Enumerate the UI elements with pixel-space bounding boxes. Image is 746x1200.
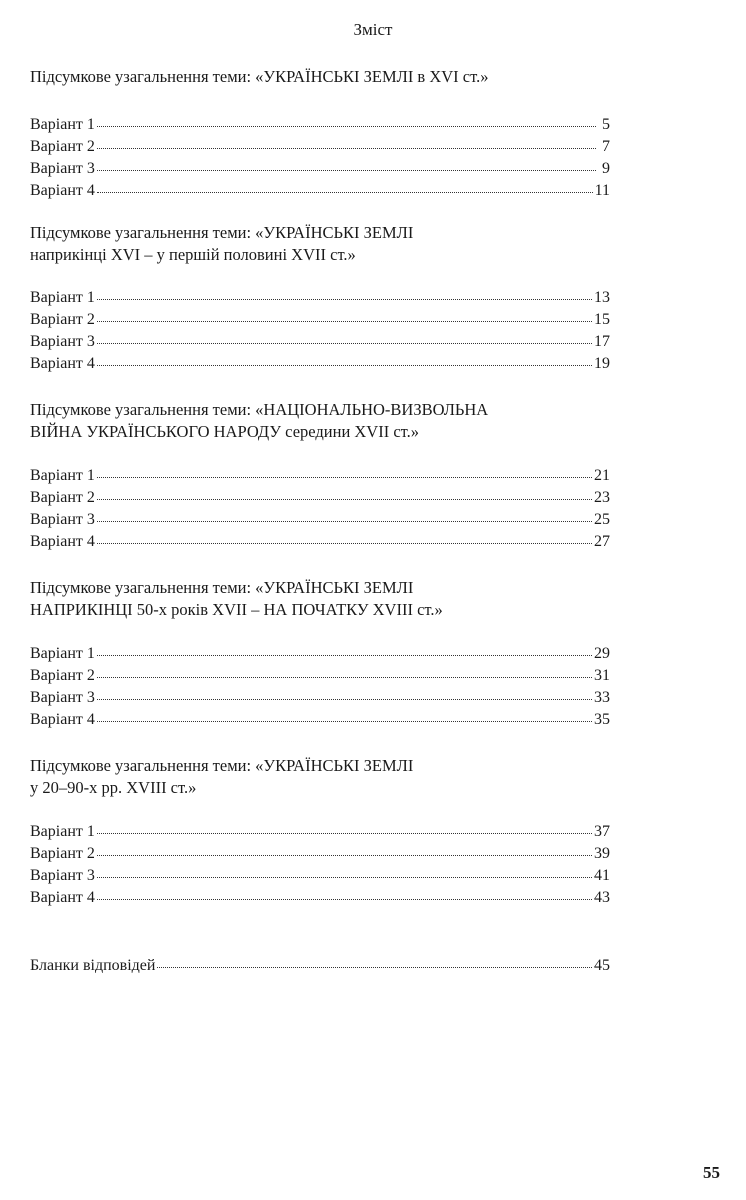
toc-entry-page: 15	[594, 311, 610, 328]
dot-leader	[97, 485, 592, 500]
dot-leader	[97, 707, 592, 722]
toc-entry-page: 11	[594, 182, 610, 199]
toc-entry-label: Варіант 1	[30, 823, 95, 840]
dot-leader	[97, 841, 592, 856]
section-title-5	[30, 755, 590, 799]
section-title-line: ВІЙНА УКРАЇНСЬКОГО НАРОДУ середини XVII ст.»	[30, 422, 420, 441]
dot-leader	[97, 663, 592, 678]
section-title-3	[30, 399, 590, 443]
toc-entry-page: 39	[594, 845, 610, 862]
toc-entry[interactable]	[30, 136, 610, 156]
toc-entry-page: 25	[594, 511, 610, 528]
section-title-1	[30, 66, 590, 88]
toc-entry[interactable]	[30, 643, 610, 663]
toc-entry-label: Варіант 3	[30, 511, 95, 528]
dot-leader	[97, 885, 592, 900]
toc-entry[interactable]	[30, 309, 610, 329]
toc-entry-answer-sheets[interactable]	[30, 955, 610, 975]
toc-entry-label: Варіант 2	[30, 311, 95, 328]
dot-leader	[97, 819, 592, 834]
toc-entry[interactable]	[30, 353, 610, 373]
toc-entry-label: Варіант 2	[30, 845, 95, 862]
dot-leader	[97, 463, 592, 478]
dot-leader	[97, 863, 592, 878]
toc-entry-label: Варіант 1	[30, 289, 95, 306]
section-title-line: Підсумкове узагальнення теми: «НАЦІОНАЛЬНО-ВИЗВОЛЬНА	[30, 400, 489, 419]
toc-entry[interactable]	[30, 487, 610, 507]
section-title-line: наприкінці XVI – у першій половині XVII ст.»	[30, 245, 356, 264]
dot-leader	[97, 112, 596, 127]
page-number: 55	[703, 1163, 720, 1182]
dot-leader	[97, 156, 596, 171]
toc-entry[interactable]	[30, 665, 610, 685]
section-title-line: Підсумкове узагальнення теми: «УКРАЇНСЬКІ ЗЕМЛІ	[30, 223, 414, 242]
section-title-4	[30, 577, 590, 621]
toc-entry-page: 23	[594, 489, 610, 506]
toc-entry-page: 13	[594, 289, 610, 306]
toc-entry-label: Варіант 4	[30, 533, 95, 550]
dot-leader	[97, 351, 592, 366]
toc-entry-page: 35	[594, 711, 610, 728]
toc-entry[interactable]	[30, 821, 610, 841]
toc-entry-label: Варіант 1	[30, 467, 95, 484]
toc-entry-page: 29	[594, 645, 610, 662]
section-title-line: у 20–90-х рр. XVIII ст.»	[30, 778, 197, 797]
toc-entry-page: 27	[594, 533, 610, 550]
toc-entry[interactable]	[30, 509, 610, 529]
toc-entry-page: 21	[594, 467, 610, 484]
toc-entry-page: 45	[594, 957, 610, 974]
section-title-2	[30, 222, 590, 266]
toc-entry[interactable]	[30, 114, 610, 134]
toc-entry[interactable]	[30, 865, 610, 885]
toc-entry-label: Варіант 2	[30, 489, 95, 506]
toc-entry-label: Варіант 3	[30, 160, 95, 177]
toc-entry[interactable]	[30, 887, 610, 907]
toc-entry[interactable]	[30, 287, 610, 307]
page-title: Зміст	[353, 20, 393, 39]
section-title-line: Підсумкове узагальнення теми: «УКРАЇНСЬКІ ЗЕМЛІ в XVI ст.»	[30, 67, 489, 86]
dot-leader	[97, 507, 592, 522]
toc-entry-label: Варіант 1	[30, 645, 95, 662]
toc-entry-page: 19	[594, 355, 610, 372]
toc-entry-page: 41	[594, 867, 610, 884]
dot-leader	[97, 285, 592, 300]
toc-entry-label: Варіант 1	[30, 116, 95, 133]
toc-entry[interactable]	[30, 465, 610, 485]
toc-entry-page: 17	[594, 333, 610, 350]
toc-entry-page: 7	[602, 138, 610, 155]
dot-leader	[97, 307, 592, 322]
section-title-line: Підсумкове узагальнення теми: «УКРАЇНСЬКІ ЗЕМЛІ	[30, 756, 414, 775]
toc-entry-page: 43	[594, 889, 610, 906]
toc-entry-page: 33	[594, 689, 610, 706]
toc-entry-label: Варіант 3	[30, 689, 95, 706]
section-title-line: НАПРИКІНЦІ 50-х років XVII – НА ПОЧАТКУ XVIII ст.»	[30, 600, 443, 619]
toc-entry-label: Варіант 4	[30, 889, 95, 906]
toc-entry-label: Варіант 4	[30, 711, 95, 728]
toc-entry-page: 37	[594, 823, 610, 840]
toc-entry-page: 9	[602, 160, 610, 177]
dot-leader	[157, 953, 592, 968]
dot-leader	[97, 329, 592, 344]
toc-entry-label: Варіант 4	[30, 355, 95, 372]
toc-entry[interactable]	[30, 158, 610, 178]
toc-entry[interactable]	[30, 531, 610, 551]
toc-entry-label: Варіант 4	[30, 182, 95, 199]
section-title-line: Підсумкове узагальнення теми: «УКРАЇНСЬКІ ЗЕМЛІ	[30, 578, 414, 597]
toc-entry-label: Варіант 3	[30, 333, 95, 350]
toc-entry-label: Варіант 2	[30, 667, 95, 684]
toc-entry-page: 31	[594, 667, 610, 684]
dot-leader	[97, 685, 592, 700]
dot-leader	[97, 134, 596, 149]
toc-entry[interactable]	[30, 687, 610, 707]
dot-leader	[97, 529, 592, 544]
toc-entry[interactable]	[30, 709, 610, 729]
toc-entry[interactable]	[30, 331, 610, 351]
toc-entry-label: Варіант 2	[30, 138, 95, 155]
dot-leader	[97, 641, 592, 656]
dot-leader	[97, 178, 593, 193]
toc-entry[interactable]	[30, 180, 610, 200]
toc-entry-label: Бланки відповідей	[30, 957, 156, 974]
toc-entry[interactable]	[30, 843, 610, 863]
toc-entry-page: 5	[602, 116, 610, 133]
toc-entry-label: Варіант 3	[30, 867, 95, 884]
